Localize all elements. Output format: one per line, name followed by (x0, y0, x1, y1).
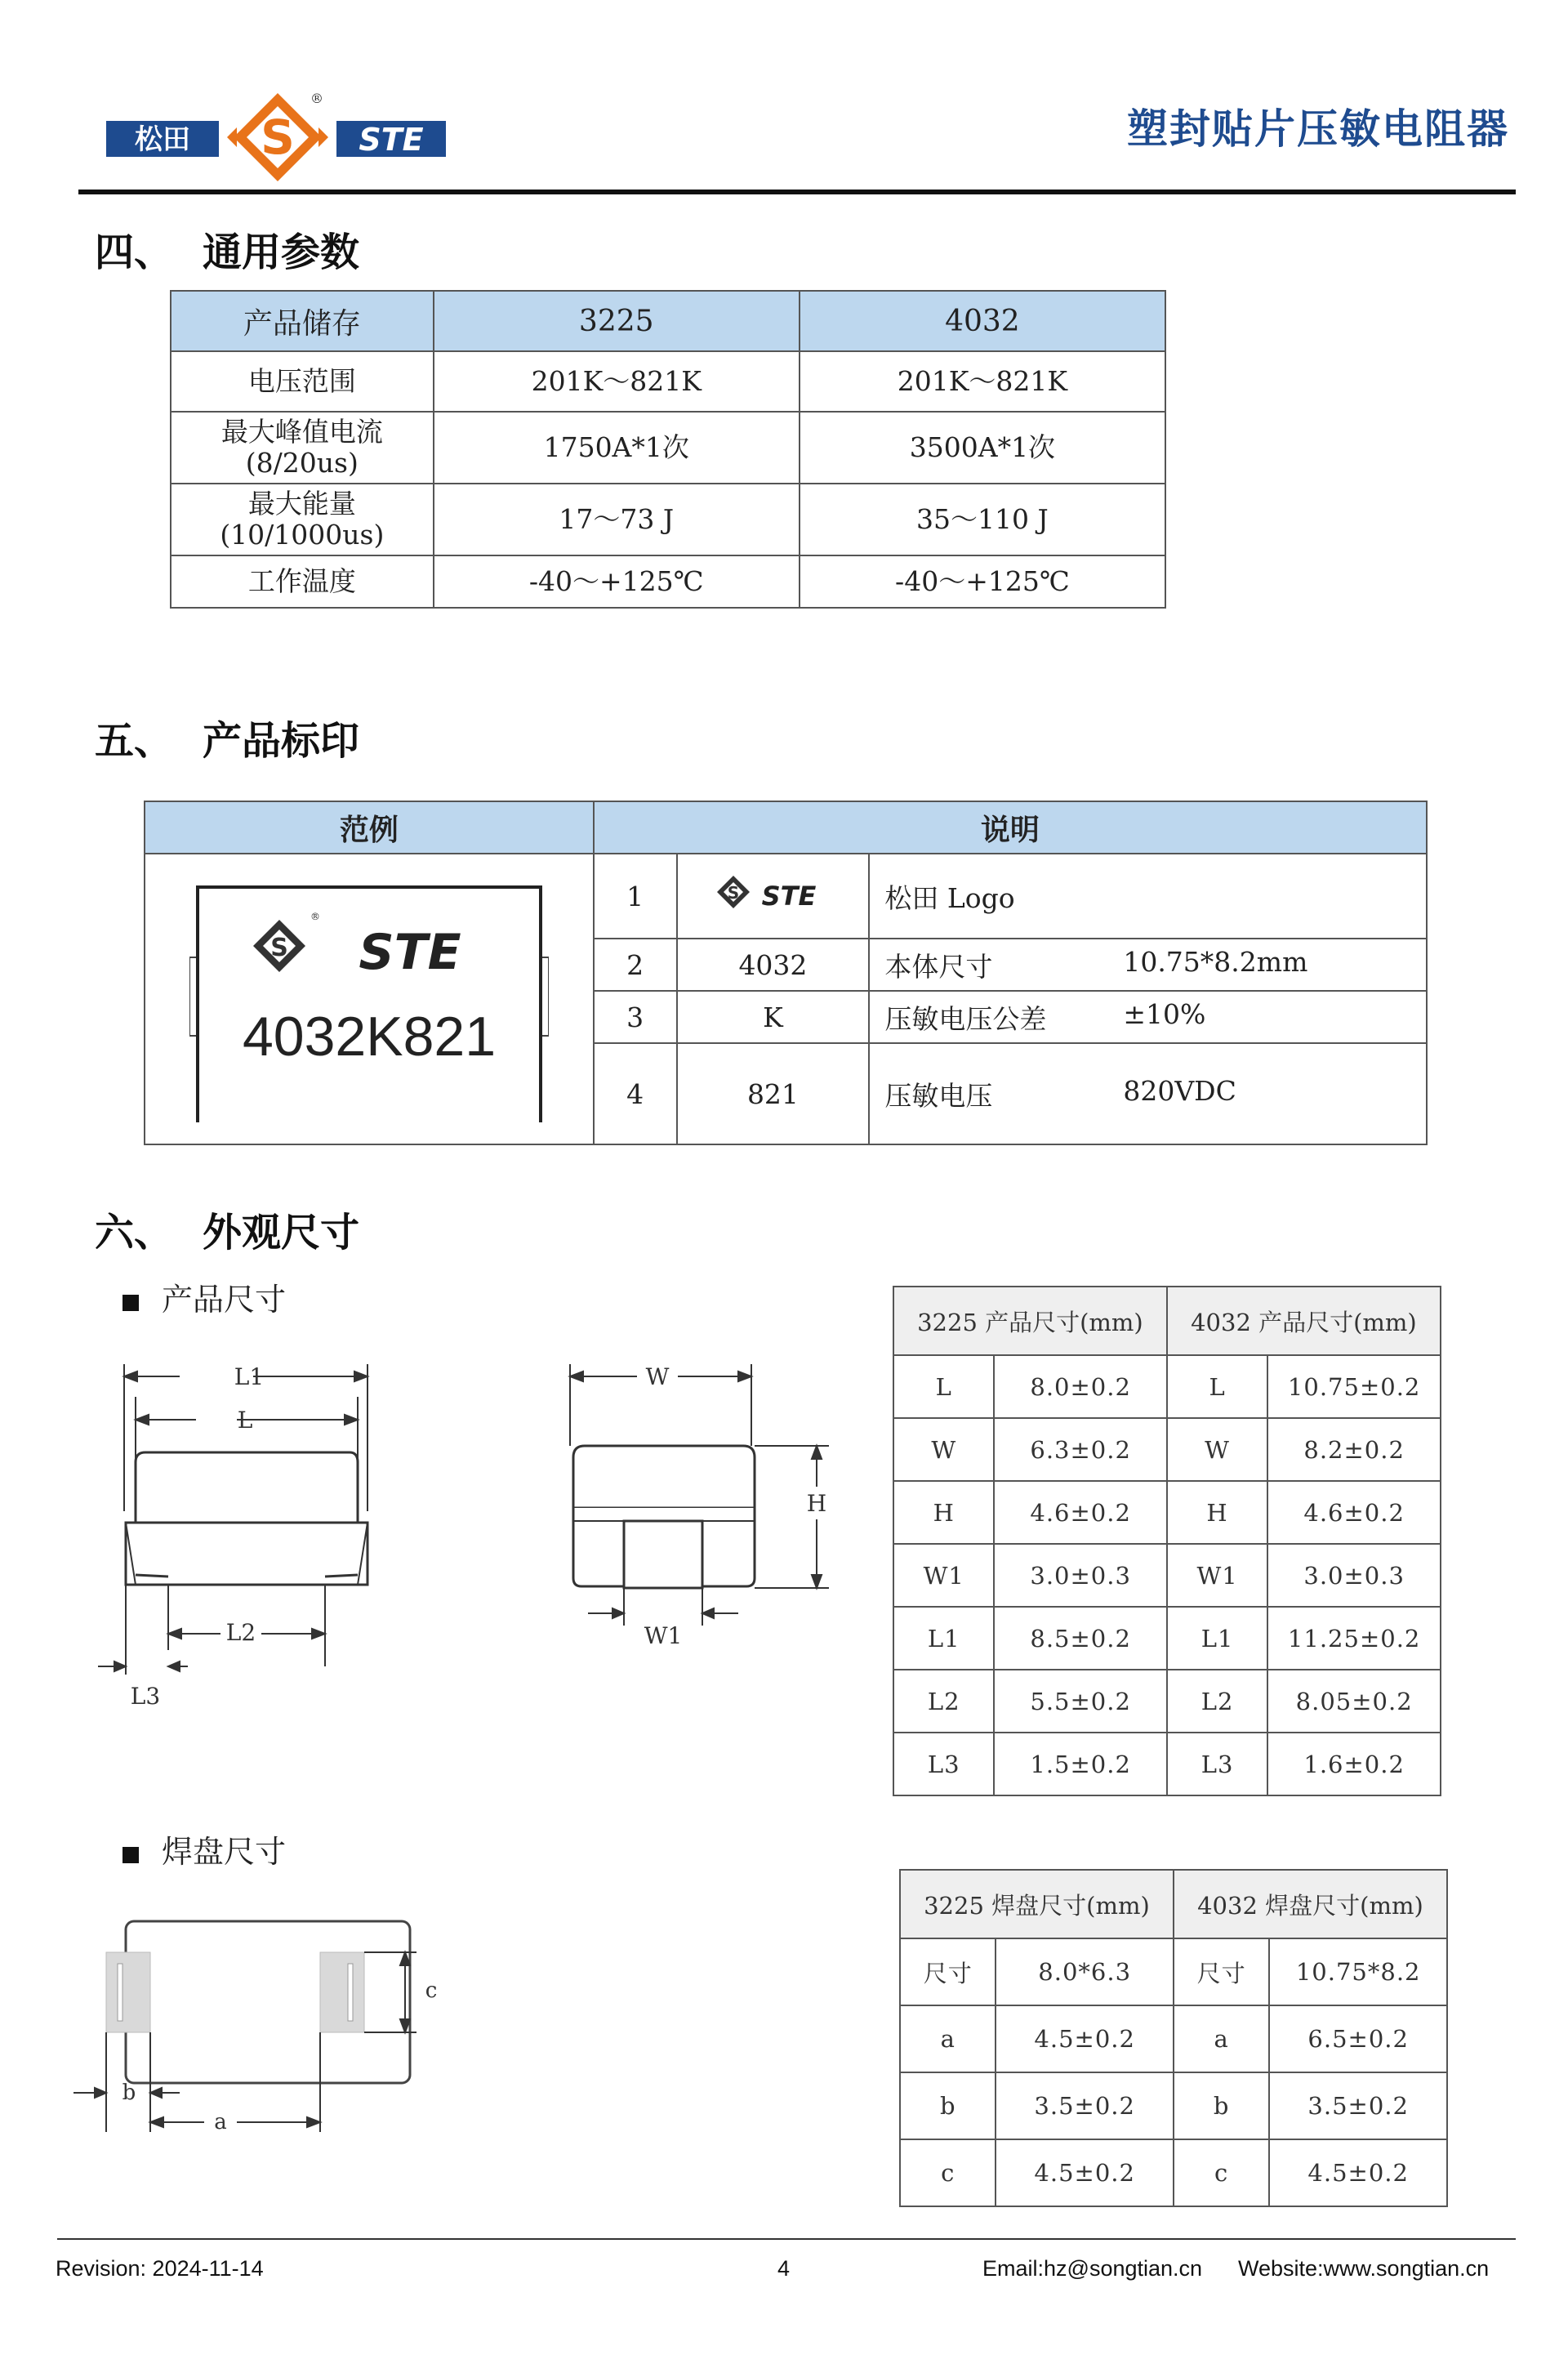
section-5-title: 产品标印 (203, 718, 360, 764)
table-row (900, 2005, 1447, 2072)
col-header-description: 说明 (594, 801, 1427, 854)
value-3225: 1750A*1次 (434, 412, 800, 484)
marking-example-drawing (189, 869, 549, 1122)
value-4032: 3500A*1次 (800, 412, 1165, 484)
param-value-4032: 3.5±0.2 (1269, 2072, 1447, 2139)
param-value-4032: 4.5±0.2 (1269, 2139, 1447, 2206)
value-4032: 35～110 J (800, 484, 1165, 555)
row-label-line: 最大峰值电流 (220, 416, 383, 448)
value-3225: 201K～821K (434, 351, 800, 412)
dim-label-W1: W1 (644, 1622, 683, 1649)
table-row (171, 351, 1165, 412)
row-code: 4032 (677, 939, 870, 991)
row-description (869, 991, 1427, 1043)
header-divider (78, 190, 1516, 194)
param-value-4032: 6.5±0.2 (1269, 2005, 1447, 2072)
dim-label-H: H (806, 1490, 827, 1517)
marking-table (144, 801, 1428, 1145)
table-row (893, 1481, 1441, 1544)
description-label: 压敏电压公差 (884, 1002, 1047, 1035)
param-name: H (1167, 1481, 1267, 1544)
svg-text:S: S (270, 934, 288, 962)
param-name: c (1174, 2139, 1269, 2206)
ste-logo-icon (715, 872, 830, 913)
table-row (900, 2139, 1447, 2206)
section-5-heading (95, 709, 359, 765)
dim-label-L: L (237, 1407, 253, 1434)
pad-size-title: 焊盘尺寸 (162, 1834, 287, 1870)
row-label-line: (8/20us) (245, 447, 359, 479)
description-label: 本体尺寸 (884, 950, 993, 983)
footer-revision: Revision: 2024-11-14 (56, 2256, 264, 2281)
footer-page-number: 4 (777, 2256, 791, 2281)
param-name: a (900, 2005, 996, 2072)
table-row (900, 1938, 1447, 2005)
row-label (171, 412, 434, 484)
col-header-4032: 4032 产品尺寸(mm) (1167, 1287, 1441, 1355)
param-value-4032: 10.75*8.2 (1269, 1938, 1447, 2005)
param-name: L2 (893, 1670, 994, 1733)
value-4032: -40～+125℃ (800, 555, 1165, 608)
row-description (869, 1043, 1427, 1144)
param-name: W (1167, 1418, 1267, 1481)
description-value: ±10% (1123, 997, 1206, 1030)
table-row (893, 1733, 1441, 1795)
table-row (145, 854, 1427, 939)
row-label-line: (10/1000us) (220, 519, 385, 551)
param-name: c (900, 2139, 996, 2206)
param-name: 尺寸 (900, 1938, 996, 2005)
svg-text:®: ® (310, 911, 320, 922)
param-value-4032: 4.6±0.2 (1267, 1481, 1441, 1544)
col-header-3225: 3225 焊盘尺寸(mm) (900, 1870, 1174, 1938)
table-header-row (145, 801, 1427, 854)
row-number: 2 (594, 939, 677, 991)
value-3225: 17～73 J (434, 484, 800, 555)
row-label (171, 484, 434, 555)
table-row (893, 1544, 1441, 1607)
param-value-3225: 4.5±0.2 (996, 2139, 1173, 2206)
description-value: 10.75*8.2mm (1123, 945, 1308, 978)
product-size-table (893, 1286, 1441, 1796)
section-6-title: 外观尺寸 (203, 1210, 360, 1256)
param-name: L2 (1167, 1670, 1267, 1733)
param-name: L1 (893, 1607, 994, 1670)
table-row (893, 1607, 1441, 1670)
pad-size-subheading (122, 1826, 286, 1871)
param-name: H (893, 1481, 994, 1544)
row-description (869, 939, 1427, 991)
section-6-number: 六、 (95, 1210, 174, 1256)
param-value-4032: 8.05±0.2 (1267, 1670, 1441, 1733)
pad-dim-label-c: c (425, 1978, 438, 2003)
logo-mark-text: S (261, 109, 295, 165)
col-header-4032: 4032 焊盘尺寸(mm) (1174, 1870, 1447, 1938)
param-name: W (893, 1418, 994, 1481)
param-value-3225: 5.5±0.2 (994, 1670, 1166, 1733)
param-value-3225: 1.5±0.2 (994, 1733, 1166, 1795)
product-size-subheading (122, 1274, 286, 1319)
param-value-3225: 8.0±0.2 (994, 1355, 1166, 1418)
description-value: 820VDC (1123, 1074, 1236, 1107)
table-row (900, 2072, 1447, 2139)
param-value-3225: 8.5±0.2 (994, 1607, 1166, 1670)
section-4-number: 四、 (95, 230, 174, 275)
table-header-row (171, 291, 1165, 351)
param-value-3225: 3.0±0.3 (994, 1544, 1166, 1607)
product-front-view-drawing (555, 1348, 849, 1661)
param-value-3225: 4.6±0.2 (994, 1481, 1166, 1544)
param-name: L3 (893, 1733, 994, 1795)
table-header-row (900, 1870, 1447, 1938)
param-value-4032: 8.2±0.2 (1267, 1418, 1441, 1481)
param-value-3225: 4.5±0.2 (996, 2005, 1173, 2072)
param-name: L (893, 1355, 994, 1418)
table-header-row (893, 1287, 1441, 1355)
table-row (171, 412, 1165, 484)
param-name: b (900, 2072, 996, 2139)
param-name: L1 (1167, 1607, 1267, 1670)
pad-size-table (899, 1869, 1448, 2207)
company-logo (106, 88, 449, 186)
value-4032: 201K～821K (800, 351, 1165, 412)
param-name: W1 (1167, 1544, 1267, 1607)
pad-dim-label-b: b (122, 2081, 136, 2105)
row-code-logo-text: STE (762, 881, 817, 912)
product-size-title: 产品尺寸 (162, 1282, 287, 1318)
table-row (893, 1670, 1441, 1733)
footer-website[interactable]: Website:www.songtian.cn (1238, 2256, 1490, 2281)
param-name: a (1174, 2005, 1269, 2072)
section-4-title: 通用参数 (203, 230, 360, 275)
param-value-3225: 8.0*6.3 (996, 1938, 1173, 2005)
table-row (893, 1418, 1441, 1481)
product-side-view-drawing (90, 1348, 400, 1727)
row-label-line: 最大能量 (247, 488, 356, 520)
param-value-3225: 3.5±0.2 (996, 2072, 1173, 2139)
bullet-square-icon (122, 1847, 139, 1863)
section-5-number: 五、 (95, 718, 174, 764)
dim-label-L2: L2 (225, 1619, 256, 1646)
footer-email[interactable]: Email:hz@songtian.cn (982, 2256, 1203, 2281)
registered-mark: ® (310, 91, 323, 106)
col-header: 产品储存 (171, 291, 434, 351)
value-3225: -40～+125℃ (434, 555, 800, 608)
marking-example-cell (145, 854, 594, 1144)
param-name: L (1167, 1355, 1267, 1418)
dim-label-L1: L1 (234, 1363, 265, 1390)
row-code: K (677, 991, 870, 1043)
row-code-logo (677, 854, 870, 939)
pad-dim-label-a: a (214, 2110, 227, 2134)
pad-layout-drawing (74, 1903, 466, 2152)
bullet-square-icon (122, 1295, 139, 1311)
col-header-example: 范例 (145, 801, 594, 854)
example-marking-text: 4032K821 (242, 1006, 496, 1068)
row-number: 3 (594, 991, 677, 1043)
param-name: b (1174, 2072, 1269, 2139)
table-row (171, 484, 1165, 555)
param-value-4032: 3.0±0.3 (1267, 1544, 1441, 1607)
param-value-4032: 10.75±0.2 (1267, 1355, 1441, 1418)
col-header: 3225 (434, 291, 800, 351)
row-number: 1 (594, 854, 677, 939)
dim-label-L3: L3 (130, 1683, 161, 1710)
param-name: L3 (1167, 1733, 1267, 1795)
section-6-heading (95, 1201, 359, 1257)
row-label: 工作温度 (171, 555, 434, 608)
param-name: W1 (893, 1544, 994, 1607)
description-label: 压敏电压 (884, 1079, 993, 1112)
table-row (171, 555, 1165, 608)
param-value-4032: 11.25±0.2 (1267, 1607, 1441, 1670)
row-label: 电压范围 (171, 351, 434, 412)
col-header: 4032 (800, 291, 1165, 351)
general-params-table (170, 290, 1166, 609)
row-code: 821 (677, 1043, 870, 1144)
row-number: 4 (594, 1043, 677, 1144)
document-title: 塑封贴片压敏电阻器 (1127, 105, 1509, 153)
param-value-4032: 1.6±0.2 (1267, 1733, 1441, 1795)
param-name: 尺寸 (1174, 1938, 1269, 2005)
col-header-3225: 3225 产品尺寸(mm) (893, 1287, 1167, 1355)
logo-en-text: STE (359, 122, 424, 158)
logo-cn-text: 松田 (135, 123, 190, 156)
table-row (893, 1355, 1441, 1418)
footer-divider (57, 2238, 1516, 2240)
svg-text:S: S (728, 883, 740, 903)
example-logo-text: STE (359, 924, 461, 981)
row-description: 松田 Logo (869, 854, 1427, 939)
section-4-heading (95, 221, 359, 277)
dim-label-W: W (645, 1363, 670, 1390)
param-value-3225: 6.3±0.2 (994, 1418, 1166, 1481)
